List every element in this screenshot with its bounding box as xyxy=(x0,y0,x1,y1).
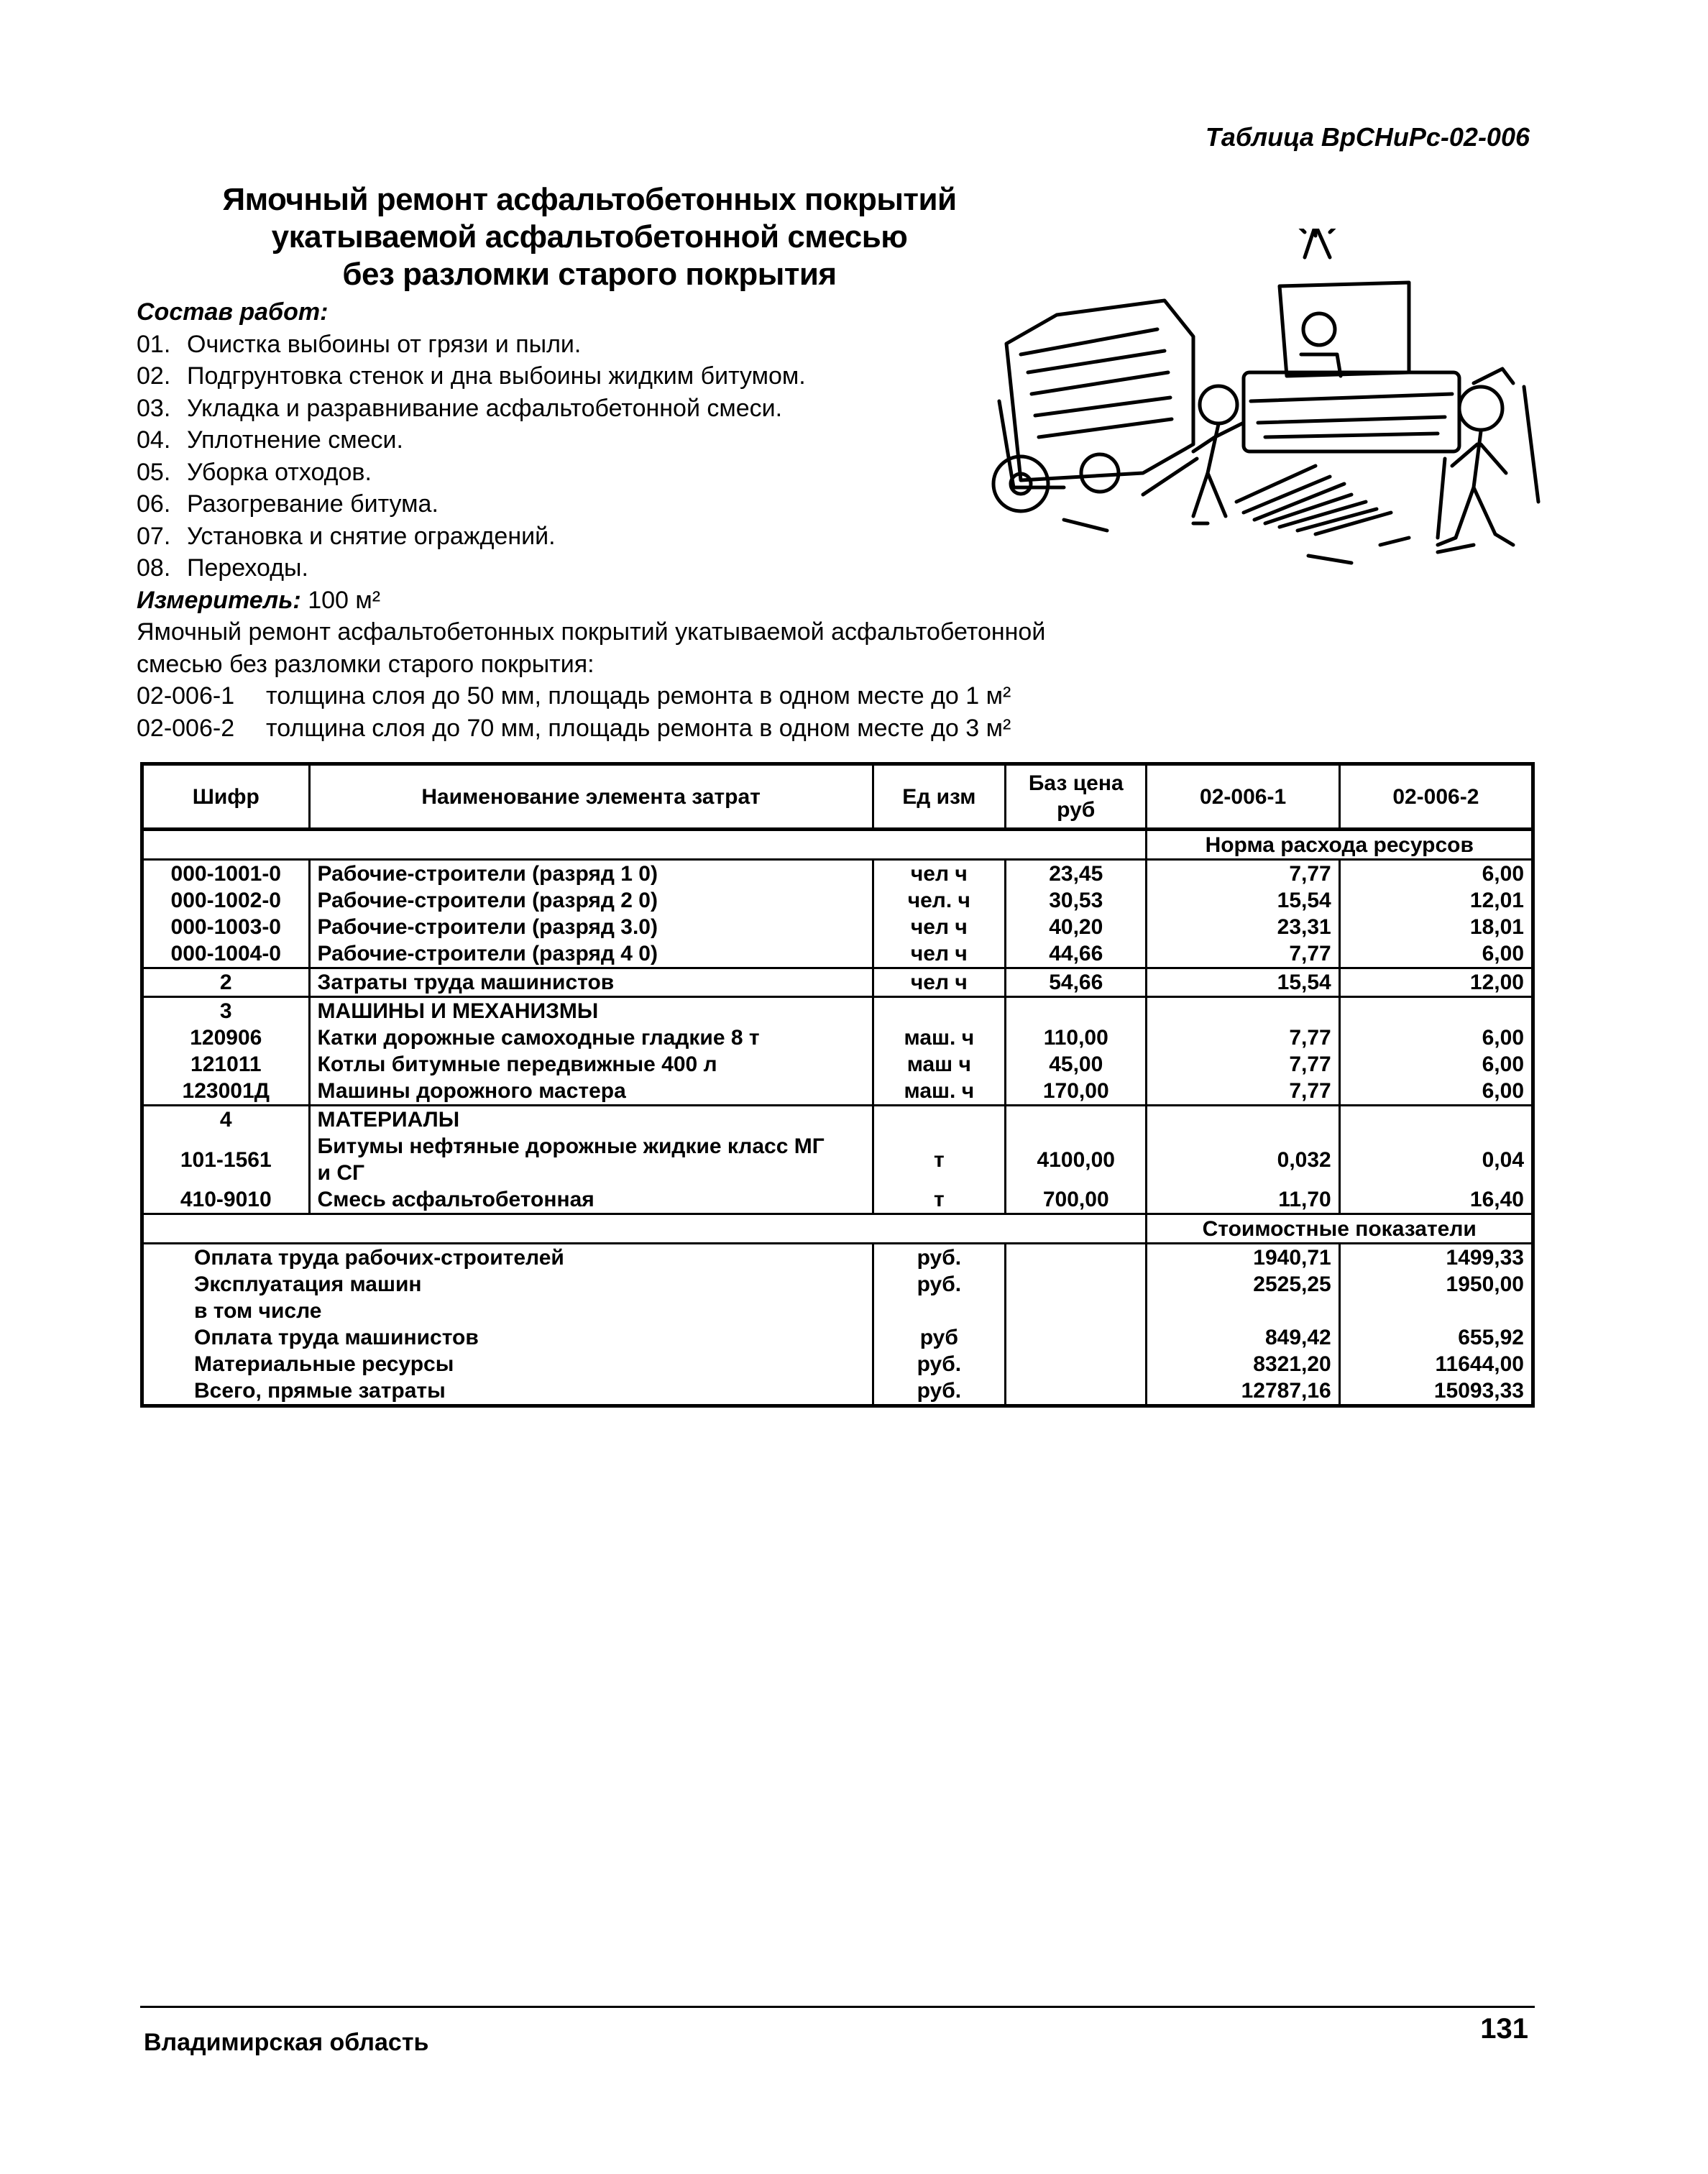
work-item: 04. Уплотнение смеси. xyxy=(137,426,403,454)
section-spacer xyxy=(142,830,1147,860)
footer-region: Владимирская область xyxy=(144,2029,429,2056)
work-item: 03. Укладка и разравнивание асфальтобетонной смеси. xyxy=(137,394,783,422)
document-title xyxy=(144,181,1035,293)
table-row: 000-1002-0 Рабочие-строители (разряд 2 0) чел. ч 30,53 15,54 12,01 xyxy=(142,887,1533,914)
header-variant-1: 02-006-1 xyxy=(1147,764,1339,830)
road-repair-illustration xyxy=(978,229,1546,574)
description-line: смесью без разломки старого покрытия: xyxy=(137,650,594,678)
totals-row: Материальные ресурсы руб. 8321,20 11644,00 xyxy=(142,1351,1533,1377)
norms-section-row xyxy=(142,830,1533,860)
section-spacer xyxy=(142,1214,1147,1244)
table-row: 121011 Котлы битумные передвижные 400 л маш ч 45,00 7,77 6,00 xyxy=(142,1051,1533,1078)
table-row: 000-1001-0 Рабочие-строители (разряд 1 0) чел ч 23,45 7,77 6,00 xyxy=(142,860,1533,888)
cost-table xyxy=(140,762,1535,1408)
header-name: Наименование элемента затрат xyxy=(309,764,873,830)
table-row: 120906 Катки дорожные самоходные гладкие 8 т маш. ч 110,00 7,77 6,00 xyxy=(142,1024,1533,1051)
norms-label: Норма расхода ресурсов xyxy=(1147,830,1533,860)
header-unit: Ед изм xyxy=(873,764,1005,830)
works-section xyxy=(137,296,1045,744)
title-line-1: Ямочный ремонт асфальтобетонных покрытий xyxy=(222,182,957,217)
materials-section-row: 4 МАТЕРИАЛЫ xyxy=(142,1106,1533,1134)
table-row: 101-1561 Битумы нефтяные дорожные жидкие класс МГ и СГ т 4100,00 0,032 0,04 xyxy=(142,1133,1533,1186)
totals-row: Оплата труда рабочих-строителей руб. 1940,71 1499,33 xyxy=(142,1244,1533,1272)
description-line: Ямочный ремонт асфальтобетонных покрытий укатываемой асфальтобетонной xyxy=(137,618,1046,646)
costs-section-row xyxy=(142,1214,1533,1244)
title-line-2: укатываемой асфальтобетонной смесью xyxy=(271,219,908,254)
page-number: 131 xyxy=(1480,2013,1528,2045)
totals-row: в том числе xyxy=(142,1298,1533,1324)
machinist-labor-row: 2 Затраты труда машинистов чел ч 54,66 15,54 12,00 xyxy=(142,968,1533,997)
table-identifier: Таблица ВрСНиРс-02-006 xyxy=(1205,122,1530,152)
table-row: 410-9010 Смесь асфальтобетонная т 700,00 11,70 16,40 xyxy=(142,1186,1533,1214)
work-item: 08. Переходы. xyxy=(137,554,308,582)
variant-line: 02-006-1 толщина слоя до 50 мм, площадь ремонта в одном месте до 1 м² xyxy=(137,682,1011,710)
table-row: 000-1004-0 Рабочие-строители (разряд 4 0) чел ч 44,66 7,77 6,00 xyxy=(142,940,1533,968)
table-row: 123001Д Машины дорожного мастера маш. ч 170,00 7,77 6,00 xyxy=(142,1078,1533,1106)
variant-line: 02-006-2 толщина слоя до 70 мм, площадь ремонта в одном месте до 3 м² xyxy=(137,714,1011,742)
meter-line: Измеритель: 100 м² xyxy=(137,586,381,614)
work-item: 01. Очистка выбоины от грязи и пыли. xyxy=(137,330,582,358)
work-item: 06. Разогревание битума. xyxy=(137,490,439,518)
work-item: 02. Подгрунтовка стенок и дна выбоины жидким битумом. xyxy=(137,362,806,390)
header-code: Шифр xyxy=(142,764,310,830)
work-item: 07. Установка и снятие ограждений. xyxy=(137,522,556,550)
table-row: 000-1003-0 Рабочие-строители (разряд 3.0) чел ч 40,20 23,31 18,01 xyxy=(142,914,1533,940)
costs-label: Стоимостные показатели xyxy=(1147,1214,1533,1244)
works-heading: Состав работ: xyxy=(137,298,329,326)
table-header-row xyxy=(142,764,1533,830)
header-price: Баз цена руб xyxy=(1006,764,1147,830)
header-variant-2: 02-006-2 xyxy=(1339,764,1533,830)
totals-row: Оплата труда машинистов руб 849,42 655,92 xyxy=(142,1324,1533,1351)
footer-divider xyxy=(140,2006,1535,2008)
title-line-3: без разломки старого покрытия xyxy=(342,257,837,292)
totals-row: Всего, прямые затраты руб. 12787,16 15093,33 xyxy=(142,1377,1533,1406)
work-item: 05. Уборка отходов. xyxy=(137,458,372,486)
machines-section-row: 3 МАШИНЫ И МЕХАНИЗМЫ xyxy=(142,997,1533,1025)
totals-row: Эксплуатация машин руб. 2525,25 1950,00 xyxy=(142,1271,1533,1298)
